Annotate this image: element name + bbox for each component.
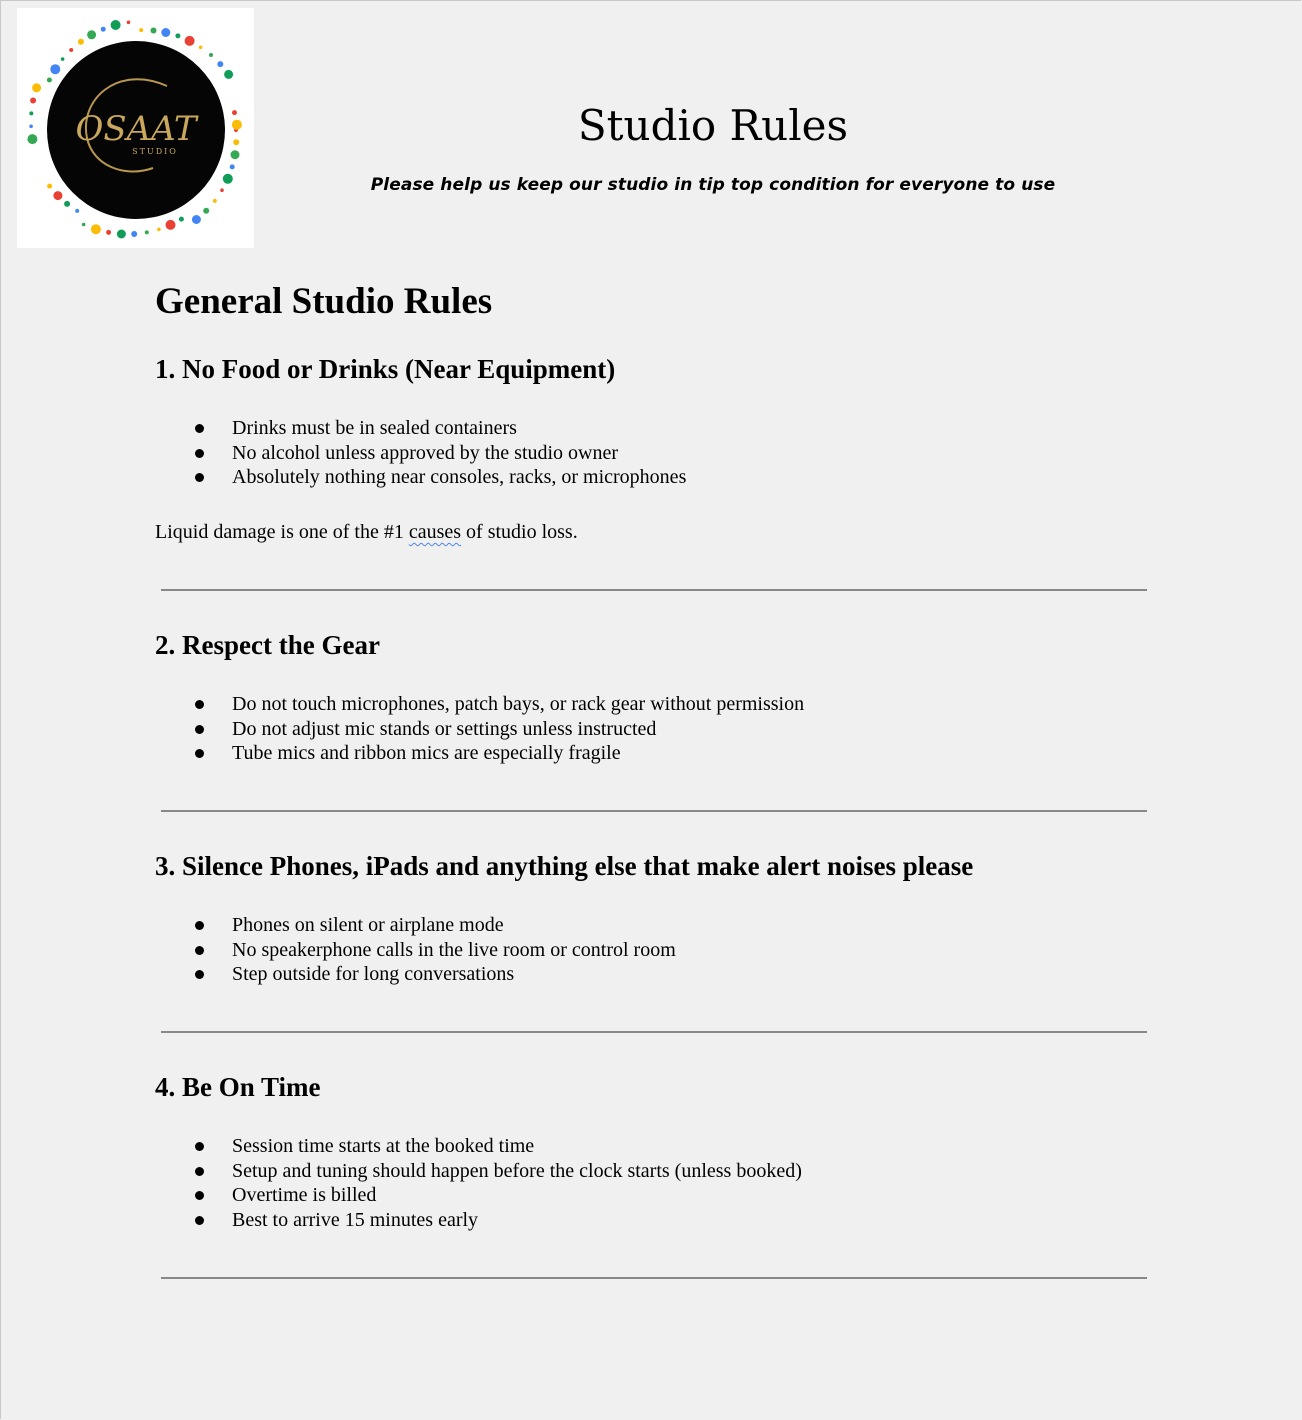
logo-dot xyxy=(192,215,201,224)
logo-dot xyxy=(166,220,176,230)
logo-dot xyxy=(47,78,52,83)
section-3-list xyxy=(194,913,676,987)
logo-dot xyxy=(32,83,41,92)
logo-dot xyxy=(87,30,96,39)
list-item: Drinks must be in sealed containers xyxy=(194,416,686,441)
section-divider xyxy=(161,1031,1147,1033)
logo-dot xyxy=(161,28,170,37)
section-4-heading: 4. Be On Time xyxy=(155,1072,321,1102)
section-1-heading: 1. No Food or Drinks (Near Equipment) xyxy=(155,354,616,384)
list-item: Phones on silent or airplane mode xyxy=(194,913,676,938)
logo-dot xyxy=(185,36,195,46)
logo-dot xyxy=(29,125,33,129)
logo-wordmark: OSAAT xyxy=(75,109,197,149)
general-rules-heading: General Studio Rules xyxy=(155,281,493,322)
logo-dot xyxy=(111,20,121,30)
logo-dot xyxy=(209,53,213,57)
logo-dot xyxy=(50,64,60,74)
list-item: Tube mics and ribbon mics are especially fragile xyxy=(194,741,804,766)
logo-dot xyxy=(179,217,184,222)
section-divider xyxy=(161,1277,1147,1279)
list-item: Best to arrive 15 minutes early xyxy=(194,1208,802,1233)
logo-dot xyxy=(224,70,233,79)
section-divider xyxy=(161,810,1147,812)
logo-dot xyxy=(91,224,101,234)
logo-dot xyxy=(101,27,106,32)
logo-dot xyxy=(64,201,70,207)
logo-dot xyxy=(30,98,36,104)
logo-dot xyxy=(139,28,143,32)
section-divider xyxy=(161,589,1147,591)
logo-dot xyxy=(78,39,84,45)
page-subtitle: Please help us keep our studio in tip top condition for everyone to use xyxy=(370,175,1056,195)
section-3-heading: 3. Silence Phones, iPads and anything else that make alert noises please xyxy=(155,851,974,881)
logo-dot xyxy=(27,134,37,144)
list-item: Setup and tuning should happen before the clock starts (unless booked) xyxy=(194,1159,802,1184)
list-item: Session time starts at the booked time xyxy=(194,1134,802,1159)
logo-dot xyxy=(75,209,79,213)
logo-tagline: STUDIO xyxy=(132,147,178,156)
logo-dot xyxy=(47,184,52,189)
spellcheck-flagged-word[interactable]: causes xyxy=(408,521,462,543)
list-item: No alcohol unless approved by the studio owner xyxy=(194,441,686,466)
logo-dot xyxy=(232,120,242,130)
section-2-list xyxy=(194,692,804,766)
list-item: Do not adjust mic stands or settings unless instructed xyxy=(194,717,804,742)
list-item: Overtime is billed xyxy=(194,1183,802,1208)
logo-dot xyxy=(199,46,203,50)
list-item: Do not touch microphones, patch bays, or rack gear without permission xyxy=(194,692,804,717)
logo-dot xyxy=(117,230,126,239)
logo-dot xyxy=(131,231,137,237)
list-item: Step outside for long conversations xyxy=(194,962,676,987)
logo-dot xyxy=(151,28,157,34)
logo-dot xyxy=(61,57,65,61)
logo-dot xyxy=(53,191,62,200)
list-item: No speakerphone calls in the live room or control room xyxy=(194,938,676,963)
logo-dot xyxy=(145,230,149,234)
logo-dot xyxy=(203,208,209,214)
osaat-studio-logo-icon xyxy=(17,8,254,248)
logo-dot xyxy=(213,199,217,203)
logo-dot xyxy=(69,48,73,52)
logo-dot xyxy=(175,33,180,38)
logo-dot xyxy=(232,110,237,115)
logo-dot xyxy=(220,188,224,192)
section-1-note xyxy=(155,518,578,546)
studio-logo xyxy=(17,8,254,248)
logo-dot xyxy=(230,164,235,169)
logo-dot xyxy=(217,61,223,67)
logo-dot xyxy=(106,230,111,235)
note-text-before: Liquid damage is one of the #1 xyxy=(155,521,409,543)
section-4-list xyxy=(194,1134,802,1232)
logo-dot xyxy=(233,139,239,145)
logo-dot xyxy=(29,111,33,115)
page-title: Studio Rules xyxy=(577,101,849,150)
section-2-heading: 2. Respect the Gear xyxy=(155,630,380,660)
logo-dot xyxy=(231,150,240,159)
logo-dot xyxy=(157,228,161,232)
list-item: Absolutely nothing near consoles, racks, or microphones xyxy=(194,465,686,490)
section-1-list xyxy=(194,416,686,490)
note-text-after: of studio loss. xyxy=(461,521,578,543)
logo-dot xyxy=(82,223,86,227)
logo-dot xyxy=(223,174,233,184)
logo-dot xyxy=(127,21,131,25)
